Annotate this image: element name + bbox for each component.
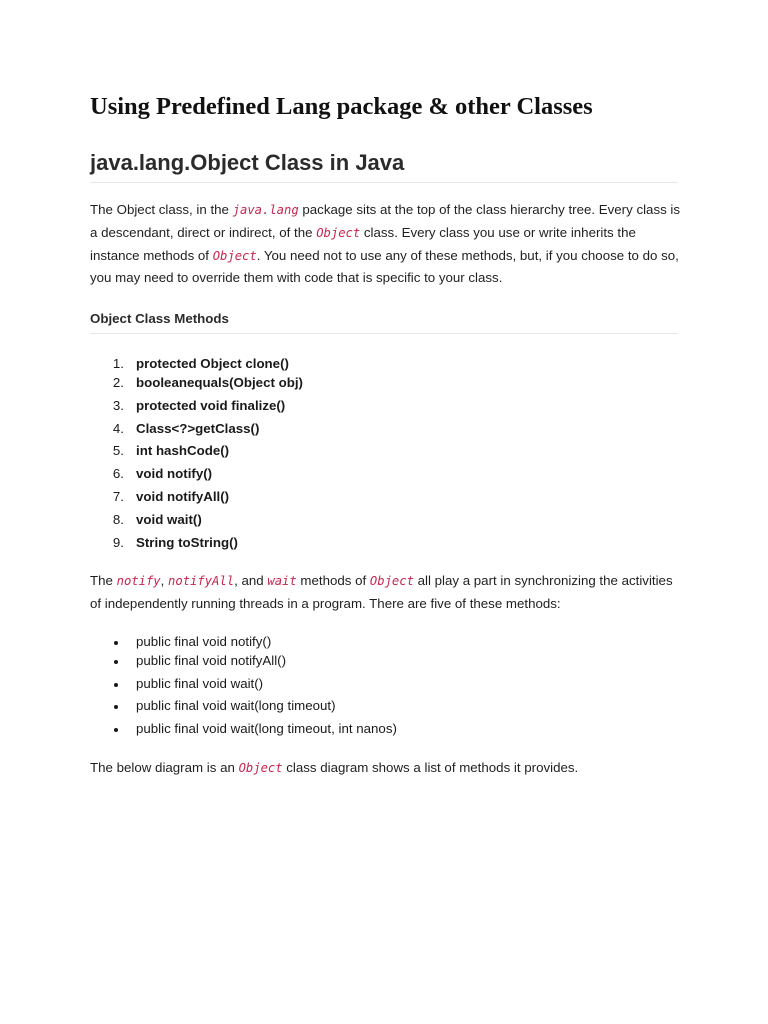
method-signature: void wait() — [136, 512, 202, 527]
method-signature: public final void wait() — [136, 676, 264, 691]
list-number: 4. — [112, 421, 124, 436]
code-notify: notify — [116, 574, 161, 588]
sync-text: , — [160, 573, 169, 588]
list-number: 1. — [112, 356, 124, 371]
list-number: 9. — [112, 535, 124, 550]
heading-divider — [90, 182, 678, 183]
bullet-icon — [114, 641, 118, 645]
method-signature: void notify() — [136, 466, 213, 481]
method-signature: int hashCode() — [136, 443, 230, 458]
intro-text: class. Every class you use or write inherits the instance methods of — [90, 224, 636, 263]
method-signature: public final void notify() — [136, 634, 272, 649]
bullet-icon — [114, 683, 118, 687]
sync-text: , and — [234, 573, 268, 588]
list-number: 6. — [112, 466, 124, 481]
bullet-icon — [114, 728, 118, 732]
code-object: Object — [316, 225, 361, 240]
code-wait: wait — [267, 574, 297, 588]
sync-text: The — [90, 573, 117, 588]
code-object: Object — [238, 761, 283, 775]
section-heading: java.lang.Object Class in Java — [90, 150, 405, 175]
list-number: 3. — [112, 398, 124, 413]
code-object: Object — [369, 574, 414, 588]
diagram-paragraph — [90, 757, 685, 780]
intro-text: The Object class, in the — [90, 202, 233, 217]
diagram-text: class diagram shows a list of methods it provides. — [282, 760, 579, 775]
method-signature: String toString() — [136, 535, 238, 550]
method-signature: public final void notifyAll() — [136, 653, 287, 668]
bullet-icon — [114, 660, 118, 664]
list-number: 8. — [112, 512, 124, 527]
methods-divider — [90, 333, 678, 334]
bullet-icon — [114, 705, 118, 709]
code-object: Object — [212, 248, 257, 263]
method-signature: protected void finalize() — [136, 398, 286, 413]
diagram-text: The below diagram is an — [90, 760, 239, 775]
sync-text: methods of — [296, 573, 370, 588]
document-title: Using Predefined Lang package & other Classes — [90, 93, 593, 120]
method-signature: protected Object clone() — [136, 356, 289, 371]
method-signature: booleanequals(Object obj) — [136, 375, 303, 390]
methods-heading: Object Class Methods — [90, 311, 229, 326]
method-signature: Class<?>getClass() — [136, 421, 260, 436]
code-java-lang: java.lang — [232, 203, 299, 217]
intro-text: . You need not to use any of these methods, but, if you choose to do so, you may need to override them with code that is specific to your class. — [90, 247, 679, 286]
method-signature: void notifyAll() — [136, 489, 230, 504]
intro-text: package sits at the top of the class hierarchy tree. Every class is a descendant, direct or indirect, of the — [90, 202, 681, 240]
list-number: 5. — [112, 443, 124, 458]
list-number: 7. — [112, 489, 124, 504]
list-number: 2. — [112, 375, 124, 390]
method-signature: public final void wait(long timeout, int nanos) — [136, 721, 397, 736]
method-signature: public final void wait(long timeout) — [136, 698, 336, 713]
code-notifyall: notifyAll — [168, 574, 235, 588]
intro-paragraph — [90, 199, 685, 289]
sync-paragraph — [90, 570, 685, 615]
sync-text: all play a part in synchronizing the activities of independently running threads in a program. There are five of these methods: — [90, 573, 673, 611]
